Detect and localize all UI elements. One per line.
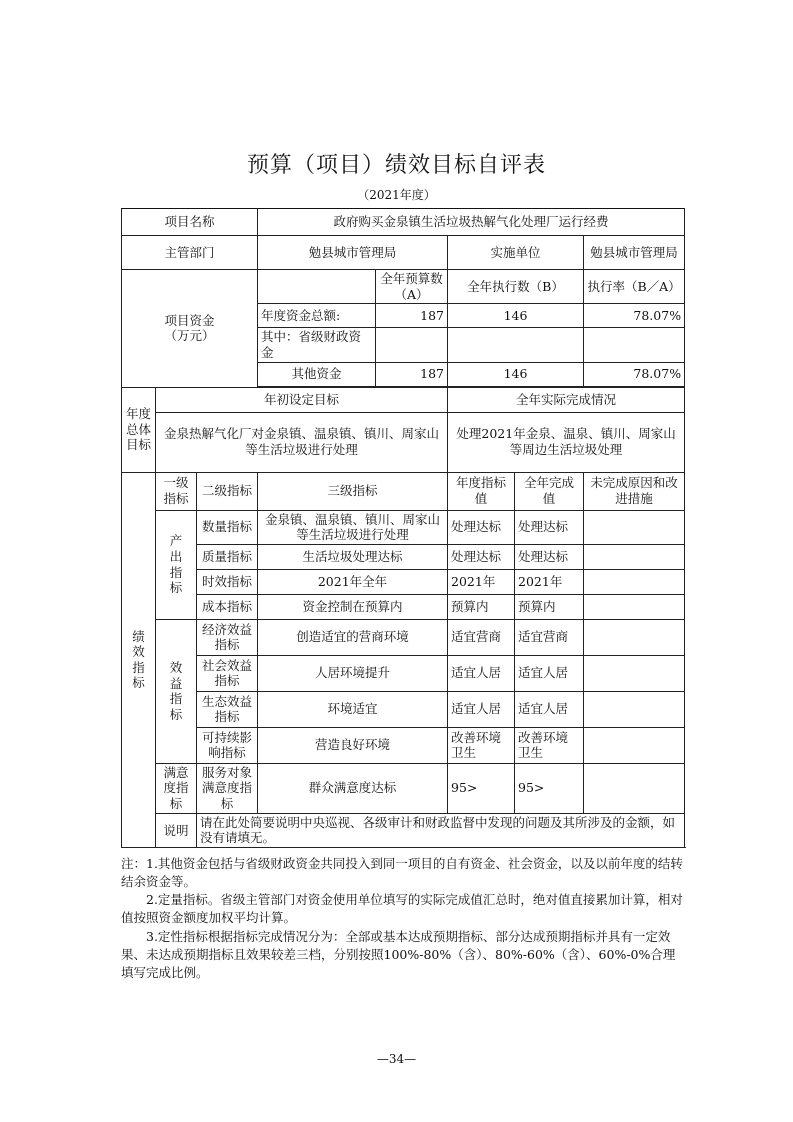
planned-goal-text: 金泉热解气化厂对金泉镇、温泉镇、镇川、周家山等生活垃圾进行处理: [156, 412, 448, 472]
fund-row-budget: [376, 328, 448, 362]
footnotes: [121, 855, 684, 982]
fund-row-exec: [448, 328, 584, 362]
reason-cell: [584, 655, 685, 691]
target-cell: 适宜人居: [448, 655, 515, 691]
self-evaluation-table: [121, 208, 685, 848]
output-indicator-label: 产出指标: [156, 510, 197, 619]
level1-header: 一级指标: [156, 472, 197, 510]
impl-label: 实施单位: [448, 236, 584, 270]
col-budget-header: 全年预算数（A）: [376, 270, 448, 304]
page-title: 预算（项目）绩效目标自评表: [246, 153, 546, 178]
year-subtitle: （2021年度）: [357, 188, 436, 202]
actual-cell: 预算内: [515, 594, 584, 619]
level2-cell: 数量指标: [197, 510, 258, 544]
level3-cell: 资金控制在预算内: [258, 594, 448, 619]
target-cell: 适宜人居: [448, 691, 515, 727]
satisfaction-indicator-label: 满意度指标: [156, 763, 197, 813]
level3-cell: 环境适宜: [258, 691, 448, 727]
indicators-label: 绩效指标: [122, 472, 156, 848]
level2-cell: 可持续影响指标: [197, 727, 258, 763]
project-name-label: 项目名称: [122, 209, 258, 236]
actual-cell: 处理达标: [515, 544, 584, 569]
target-cell: 95>: [448, 763, 515, 813]
level2-cell: 经济效益指标: [197, 619, 258, 655]
reason-cell: [584, 691, 685, 727]
footnote-1: 注：1.其他资金包括与省级财政资金共同投入到同一项目的自有资金、社会资金，以及以前年度的结转结余资金等。: [121, 856, 683, 890]
fund-row-rate: 78.07%: [584, 304, 685, 328]
level3-header: 三级指标: [258, 472, 448, 510]
level3-cell: 营造良好环境: [258, 727, 448, 763]
remark-label: 说明: [156, 813, 197, 847]
project-name: 政府购买金泉镇生活垃圾热解气化处理厂运行经费: [258, 209, 685, 236]
level3-cell: 人居环境提升: [258, 655, 448, 691]
target-header: 年度指标值: [448, 472, 515, 510]
planned-goal-header: 年初设定目标: [156, 387, 448, 412]
actual-cell: 适宜人居: [515, 691, 584, 727]
actual-cell: 改善环境卫生: [515, 727, 584, 763]
fund-row-rate: [584, 328, 685, 362]
dept-value: 勉县城市管理局: [258, 236, 448, 270]
reason-cell: [584, 594, 685, 619]
benefit-indicator-label: 效益指标: [156, 619, 197, 763]
reason-cell: [584, 569, 685, 594]
actual-cell: 适宜营商: [515, 619, 584, 655]
level2-cell: 服务对象满意度指标: [197, 763, 258, 813]
level3-cell: 创造适宜的营商环境: [258, 619, 448, 655]
actual-cell: 2021年: [515, 569, 584, 594]
col-exec-header: 全年执行数（B）: [448, 270, 584, 304]
annual-goal-label: 年度总体目标: [122, 387, 156, 472]
footnote-2: 2.定量指标。省级主管部门对资金使用单位填写的实际完成值汇总时，绝对值直接累加计算，相对值按照资金额度加权平均计算。: [121, 892, 683, 926]
level2-cell: 生态效益指标: [197, 691, 258, 727]
fund-row-exec: 146: [448, 362, 584, 386]
level2-header: 二级指标: [197, 472, 258, 510]
level2-cell: 时效指标: [197, 569, 258, 594]
fund-row-label: 年度资金总额:: [258, 304, 376, 328]
target-cell: 2021年: [448, 569, 515, 594]
dept-label: 主管部门: [122, 236, 258, 270]
reason-cell: [584, 763, 685, 813]
page-number: —34—: [376, 1052, 417, 1066]
remark-text: 请在此处简要说明中央巡视、各级审计和财政监督中发现的问题及其所涉及的金额，如没有请填无。: [197, 813, 685, 847]
reason-cell: [584, 510, 685, 544]
actual-cell: 95>: [515, 763, 584, 813]
funds-header-blank: [258, 270, 376, 304]
impl-value: 勉县城市管理局: [584, 236, 685, 270]
col-rate-header: 执行率（B／A）: [584, 270, 685, 304]
actual-goal-header: 全年实际完成情况: [448, 387, 685, 412]
target-cell: 处理达标: [448, 544, 515, 569]
target-cell: 适宜营商: [448, 619, 515, 655]
fund-row-budget: 187: [376, 362, 448, 386]
reason-cell: [584, 727, 685, 763]
level2-cell: 社会效益指标: [197, 655, 258, 691]
reason-header: 未完成原因和改进措施: [584, 472, 685, 510]
reason-cell: [584, 544, 685, 569]
actual-header: 全年完成值: [515, 472, 584, 510]
level3-cell: 2021年全年: [258, 569, 448, 594]
level2-cell: 质量指标: [197, 544, 258, 569]
actual-goal-text: 处理2021年金泉、温泉、镇川、周家山等周边生活垃圾处理: [448, 412, 685, 472]
funds-label: 项目资金 （万元）: [122, 270, 258, 388]
target-cell: 预算内: [448, 594, 515, 619]
level3-cell: 金泉镇、温泉镇、镇川、周家山等生活垃圾进行处理: [258, 510, 448, 544]
fund-row-label: 其中：省级财政资金: [258, 328, 376, 362]
target-cell: 改善环境卫生: [448, 727, 515, 763]
fund-row-rate: 78.07%: [584, 362, 685, 386]
actual-cell: 适宜人居: [515, 655, 584, 691]
level2-cell: 成本指标: [197, 594, 258, 619]
target-cell: 处理达标: [448, 510, 515, 544]
fund-row-label: 其他资金: [258, 362, 376, 386]
fund-row-exec: 146: [448, 304, 584, 328]
level3-cell: 生活垃圾处理达标: [258, 544, 448, 569]
fund-row-budget: 187: [376, 304, 448, 328]
reason-cell: [584, 619, 685, 655]
actual-cell: 处理达标: [515, 510, 584, 544]
level3-cell: 群众满意度达标: [258, 763, 448, 813]
footnote-3: 3.定性指标根据指标完成情况分为：全部或基本达成预期指标、部分达成预期指标并具有一定效果、未达成预期指标且效果较差三档，分别按照100%-80%（含）、80%-60%（含）、60%-0%合理填写完成比例。: [121, 928, 676, 980]
